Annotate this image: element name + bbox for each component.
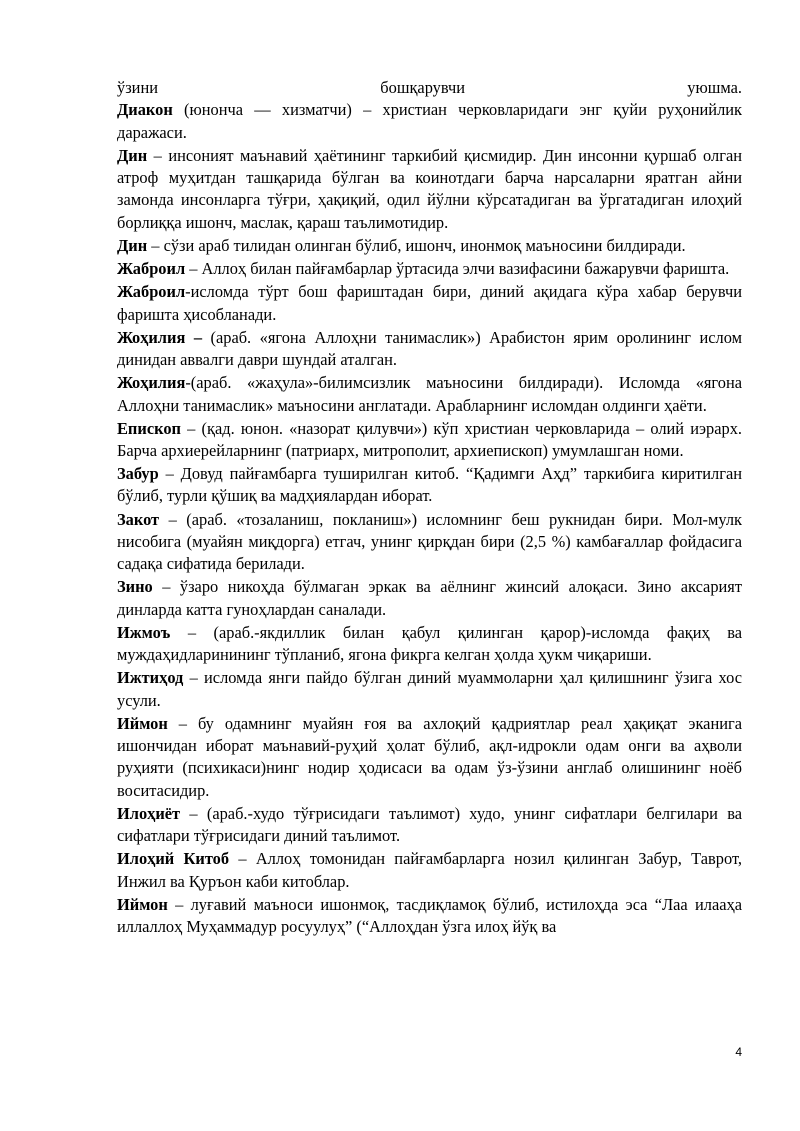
entry-text: – (араб.-якдиллик билан қабул қилинган қарор)-исломда фақиҳ ва муждаҳидларинининг тўпланиб, ягона фикрга келган ҳолда ҳукм чиқариши. [117,622,742,665]
entry-text: – сўзи араб тилидан олинган бўлиб, ишонч, инонмоқ маъносини билдиради. [147,235,686,255]
page-number: 4 [735,1045,742,1059]
glossary-entry [117,372,742,417]
glossary-entry [117,145,742,234]
entry-term: Ижмоъ [117,622,171,642]
continuation-word: бошқарувчи [380,78,465,97]
entry-term: Илоҳий Китоб [117,849,230,869]
glossary-entry [117,667,742,712]
entry-term: Зино [117,577,153,597]
glossary-entry [117,713,742,802]
entry-text: – ўзаро никоҳда бўлмаган эркак ва аёлнинг жинсий алоқаси. Зино аксарият динларда катта гуноҳлардан саналади. [117,577,742,619]
entry-text: – Аллоҳ томонидан пайғамбарларга нозил қилинган Забур, Таврот, Инжил ва Қуръон каби китоблар. [117,849,742,891]
entry-text: – инсоният маънавий ҳаётининг таркибий қисмидир. Дин инсонни қуршаб олган атроф муҳитдан ташқарида бўлган ва коинотдаги барча нарсаларни яратган айни замонда инсонларга тўғри, ҳақиқий, одил йўлни кўрсатадиган ва ўргатадиган илоҳий борлиққа ишонч, маслак, қараш таълимотидир. [117,145,742,232]
glossary-entry [117,803,742,848]
entry-term: Дин [117,235,148,255]
entry-text: (юнонча — хизматчи) – христиан черковларидаги энг қуйи руҳонийлик даражаси. [117,100,742,142]
entry-term: Илоҳиёт [117,803,181,823]
glossary-entry [117,281,742,326]
entry-term: Забур [117,464,159,484]
entry-term: Епископ [117,418,181,438]
continuation-word: ўзини [117,78,158,97]
entry-text: – исломда янги пайдо бўлган диний муаммоларни ҳал қилишнинг ўзига хос усули. [117,668,742,710]
glossary-entry [117,99,742,144]
entry-text: – Довуд пайғамбарга туширилган китоб. “Қадимги Аҳд” таркибига киритилган бўлиб, турли қўшиқ ва мадҳиялардан иборат. [117,464,742,506]
glossary-entry [117,258,742,280]
entry-term: Жаброил [117,282,186,302]
document-body [117,77,742,939]
entry-term: Жаброил [117,259,186,279]
glossary-entry [117,576,742,621]
entry-text: – (қад. юнон. «назорат қилувчи») кўп христиан черковларида – олий иэрарх. Барча архиерейларнинг (патриарх, митрополит, архиепископ) умумлашган номи. [117,418,742,460]
glossary-entry [117,327,742,372]
glossary-entry [117,235,742,257]
glossary-entry [117,848,742,893]
glossary-entry [117,622,742,667]
entry-text: – (араб.-худо тўғрисидаги таълимот) худо, унинг сифатлари белгилари ва сифатлари тўғрисидаги диний таълимот. [117,803,742,846]
glossary-entry [117,894,742,939]
glossary-entry [117,418,742,463]
entry-text: -(араб. «жаҳула»-билимсизлик маъносини билдиради). Исломда «ягона Аллоҳни танимаслик» маъносини англатади. Арабларнинг исломдан олдинги ҳаёти. [117,373,742,415]
continuation-word: уюшма. [687,78,742,97]
glossary-entry [117,463,742,508]
entry-term: Жоҳилия [117,373,186,393]
entry-term: Ижтиҳод [117,668,184,688]
glossary-entry [117,509,742,576]
entry-text: -исломда тўрт бош фариштадан бири, диний ақидага кўра хабар берувчи фаришта ҳисобланади. [117,282,742,324]
entry-term: Жоҳилия – [117,327,203,347]
entry-term: Дин [117,145,148,165]
entry-term: Иймон [117,713,168,733]
entry-text: (араб. «ягона Аллоҳни танимаслик») Арабистон ярим оролининг ислом динидан аввалги даври шундай аталган. [117,327,742,370]
continuation-line [117,77,742,99]
entry-text: – Аллоҳ билан пайғамбарлар ўртасида элчи вазифасини бажарувчи фаришта. [185,259,730,279]
entry-text: – луғавий маъноси ишонмоқ, тасдиқламоқ бўлиб, истилоҳда эса “Лаа илааҳа иллаллоҳ Муҳаммадур росуулуҳ” (“Аллоҳдан ўзга илоҳ йўқ ва [117,894,742,937]
entry-text: – бу одамнинг муайян ғоя ва ахлоқий қадриятлар реал ҳақиқат эканига ишончидан иборат маънавий-руҳий ҳолат бўлиб, ақл-идрокли одам онги ва аҳволи руҳияти (психикаси)нинг нодир ҳодисаси ва одам ўз-ўзини англаб олишининг ноёб воситасидир. [117,713,742,800]
entry-term: Диакон [117,100,173,120]
entry-term: Закот [117,509,160,529]
entry-term: Иймон [117,894,168,914]
entry-text: – (араб. «тозаланиш, покланиш») исломнинг беш рукнидан бири. Мол-мулк нисобига (муайян миқдорга) етгач, унинг қирқдан бири (2,5 %) камбағаллар фойдасига садақа сифатида берилади. [117,509,742,574]
